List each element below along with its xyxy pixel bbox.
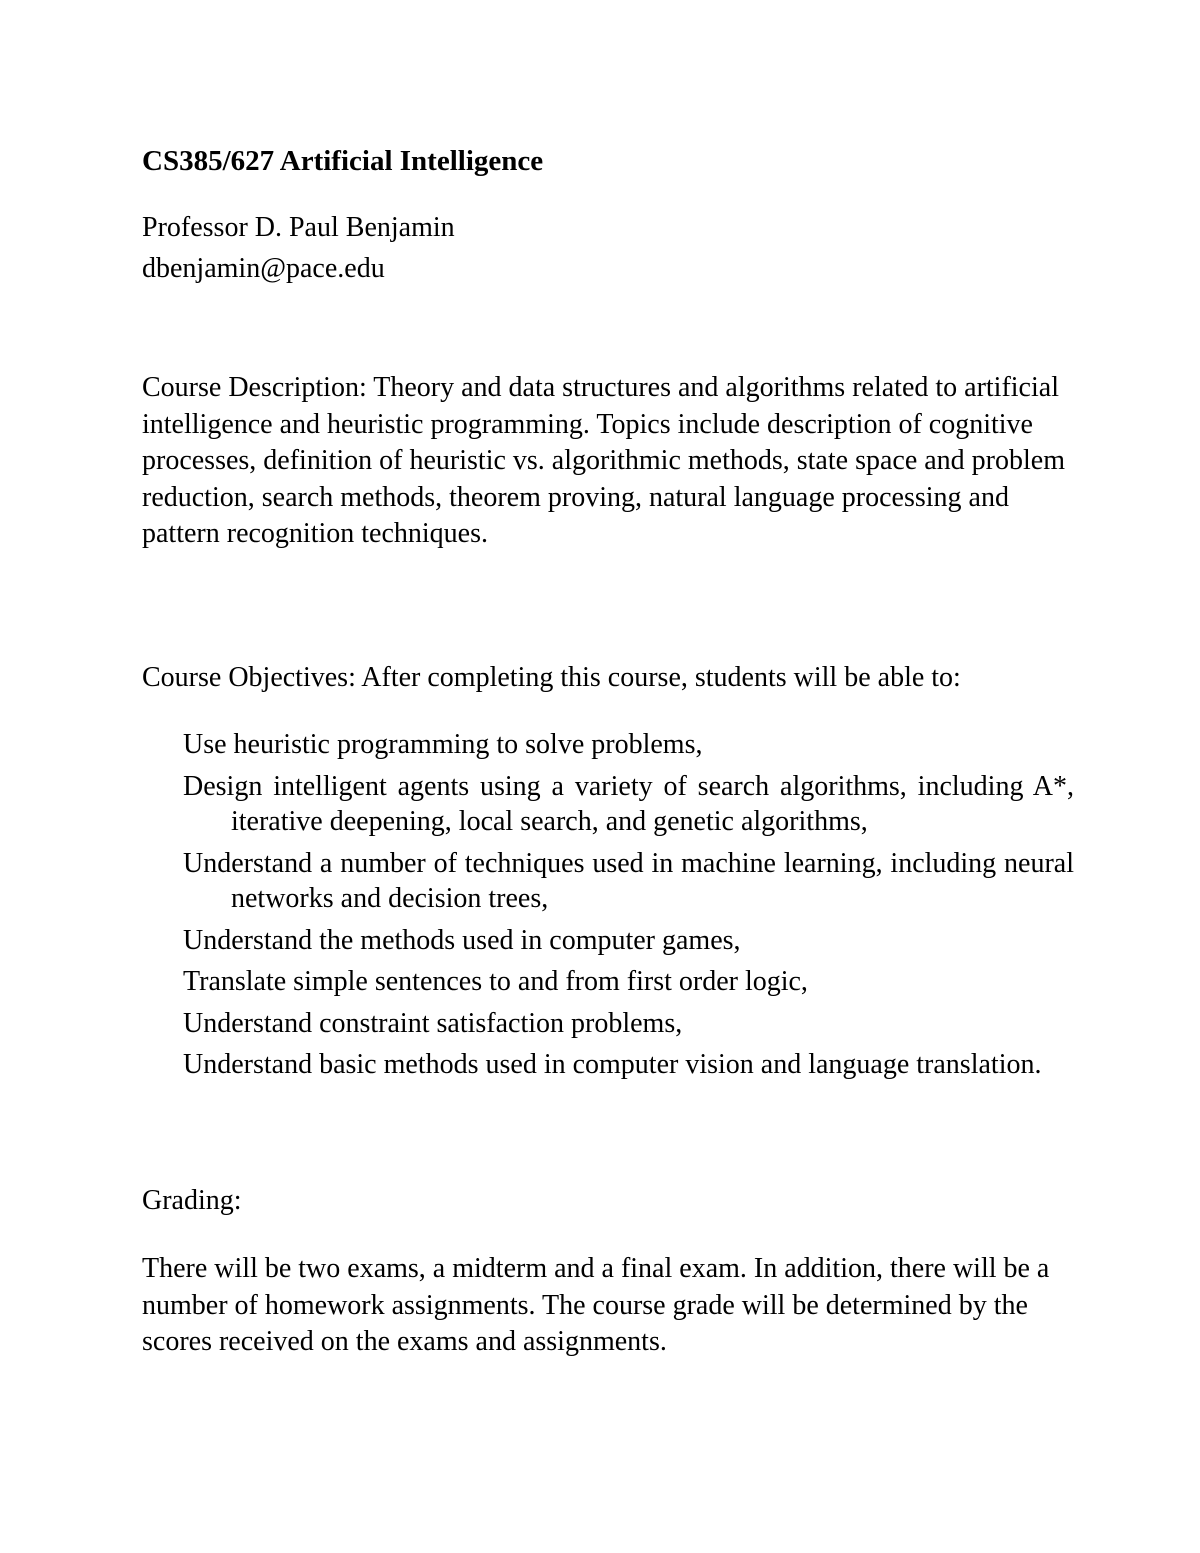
syllabus-page bbox=[142, 0, 1074, 1553]
course-description: Course Description: Theory and data structures and algorithms related to artificial intelligence and heuristic programming. Topics include description of cognitive processes, definition of heuristic vs. algorithmic methods, state space and problem reduction, search methods, theorem proving, natural language processing and pattern recognition techniques. bbox=[142, 372, 1065, 549]
objective-item: Understand constraint satisfaction problems, bbox=[183, 1007, 683, 1039]
objectives-list bbox=[183, 727, 1074, 1089]
professor-email[interactable]: dbenjamin@pace.edu bbox=[142, 253, 385, 284]
objective-item: Understand a number of techniques used in machine learning, including neural networks and decision trees, bbox=[183, 847, 1074, 914]
objective-item: Understand basic methods used in computer vision and language translation. bbox=[183, 1049, 1042, 1080]
objective-item: Use heuristic programming to solve problems, bbox=[183, 729, 703, 760]
objective-item: Understand the methods used in computer games, bbox=[183, 924, 741, 956]
objective-item: Design intelligent agents using a variety of search algorithms, including A*, iterative deepening, local search, and genetic algorithms, bbox=[183, 770, 1074, 837]
objectives-intro: Course Objectives: After completing this course, students will be able to: bbox=[142, 662, 961, 693]
course-title: CS385/627 Artificial Intelligence bbox=[142, 145, 544, 177]
grading-text: There will be two exams, a midterm and a final exam. In addition, there will be a number of homework assignments. The course grade will be determined by the scores received on the exams and assignments. bbox=[142, 1253, 1050, 1357]
grading-heading: Grading: bbox=[142, 1185, 242, 1216]
objective-item: Translate simple sentences to and from first order logic, bbox=[183, 966, 808, 997]
professor-name: Professor D. Paul Benjamin bbox=[142, 212, 455, 243]
